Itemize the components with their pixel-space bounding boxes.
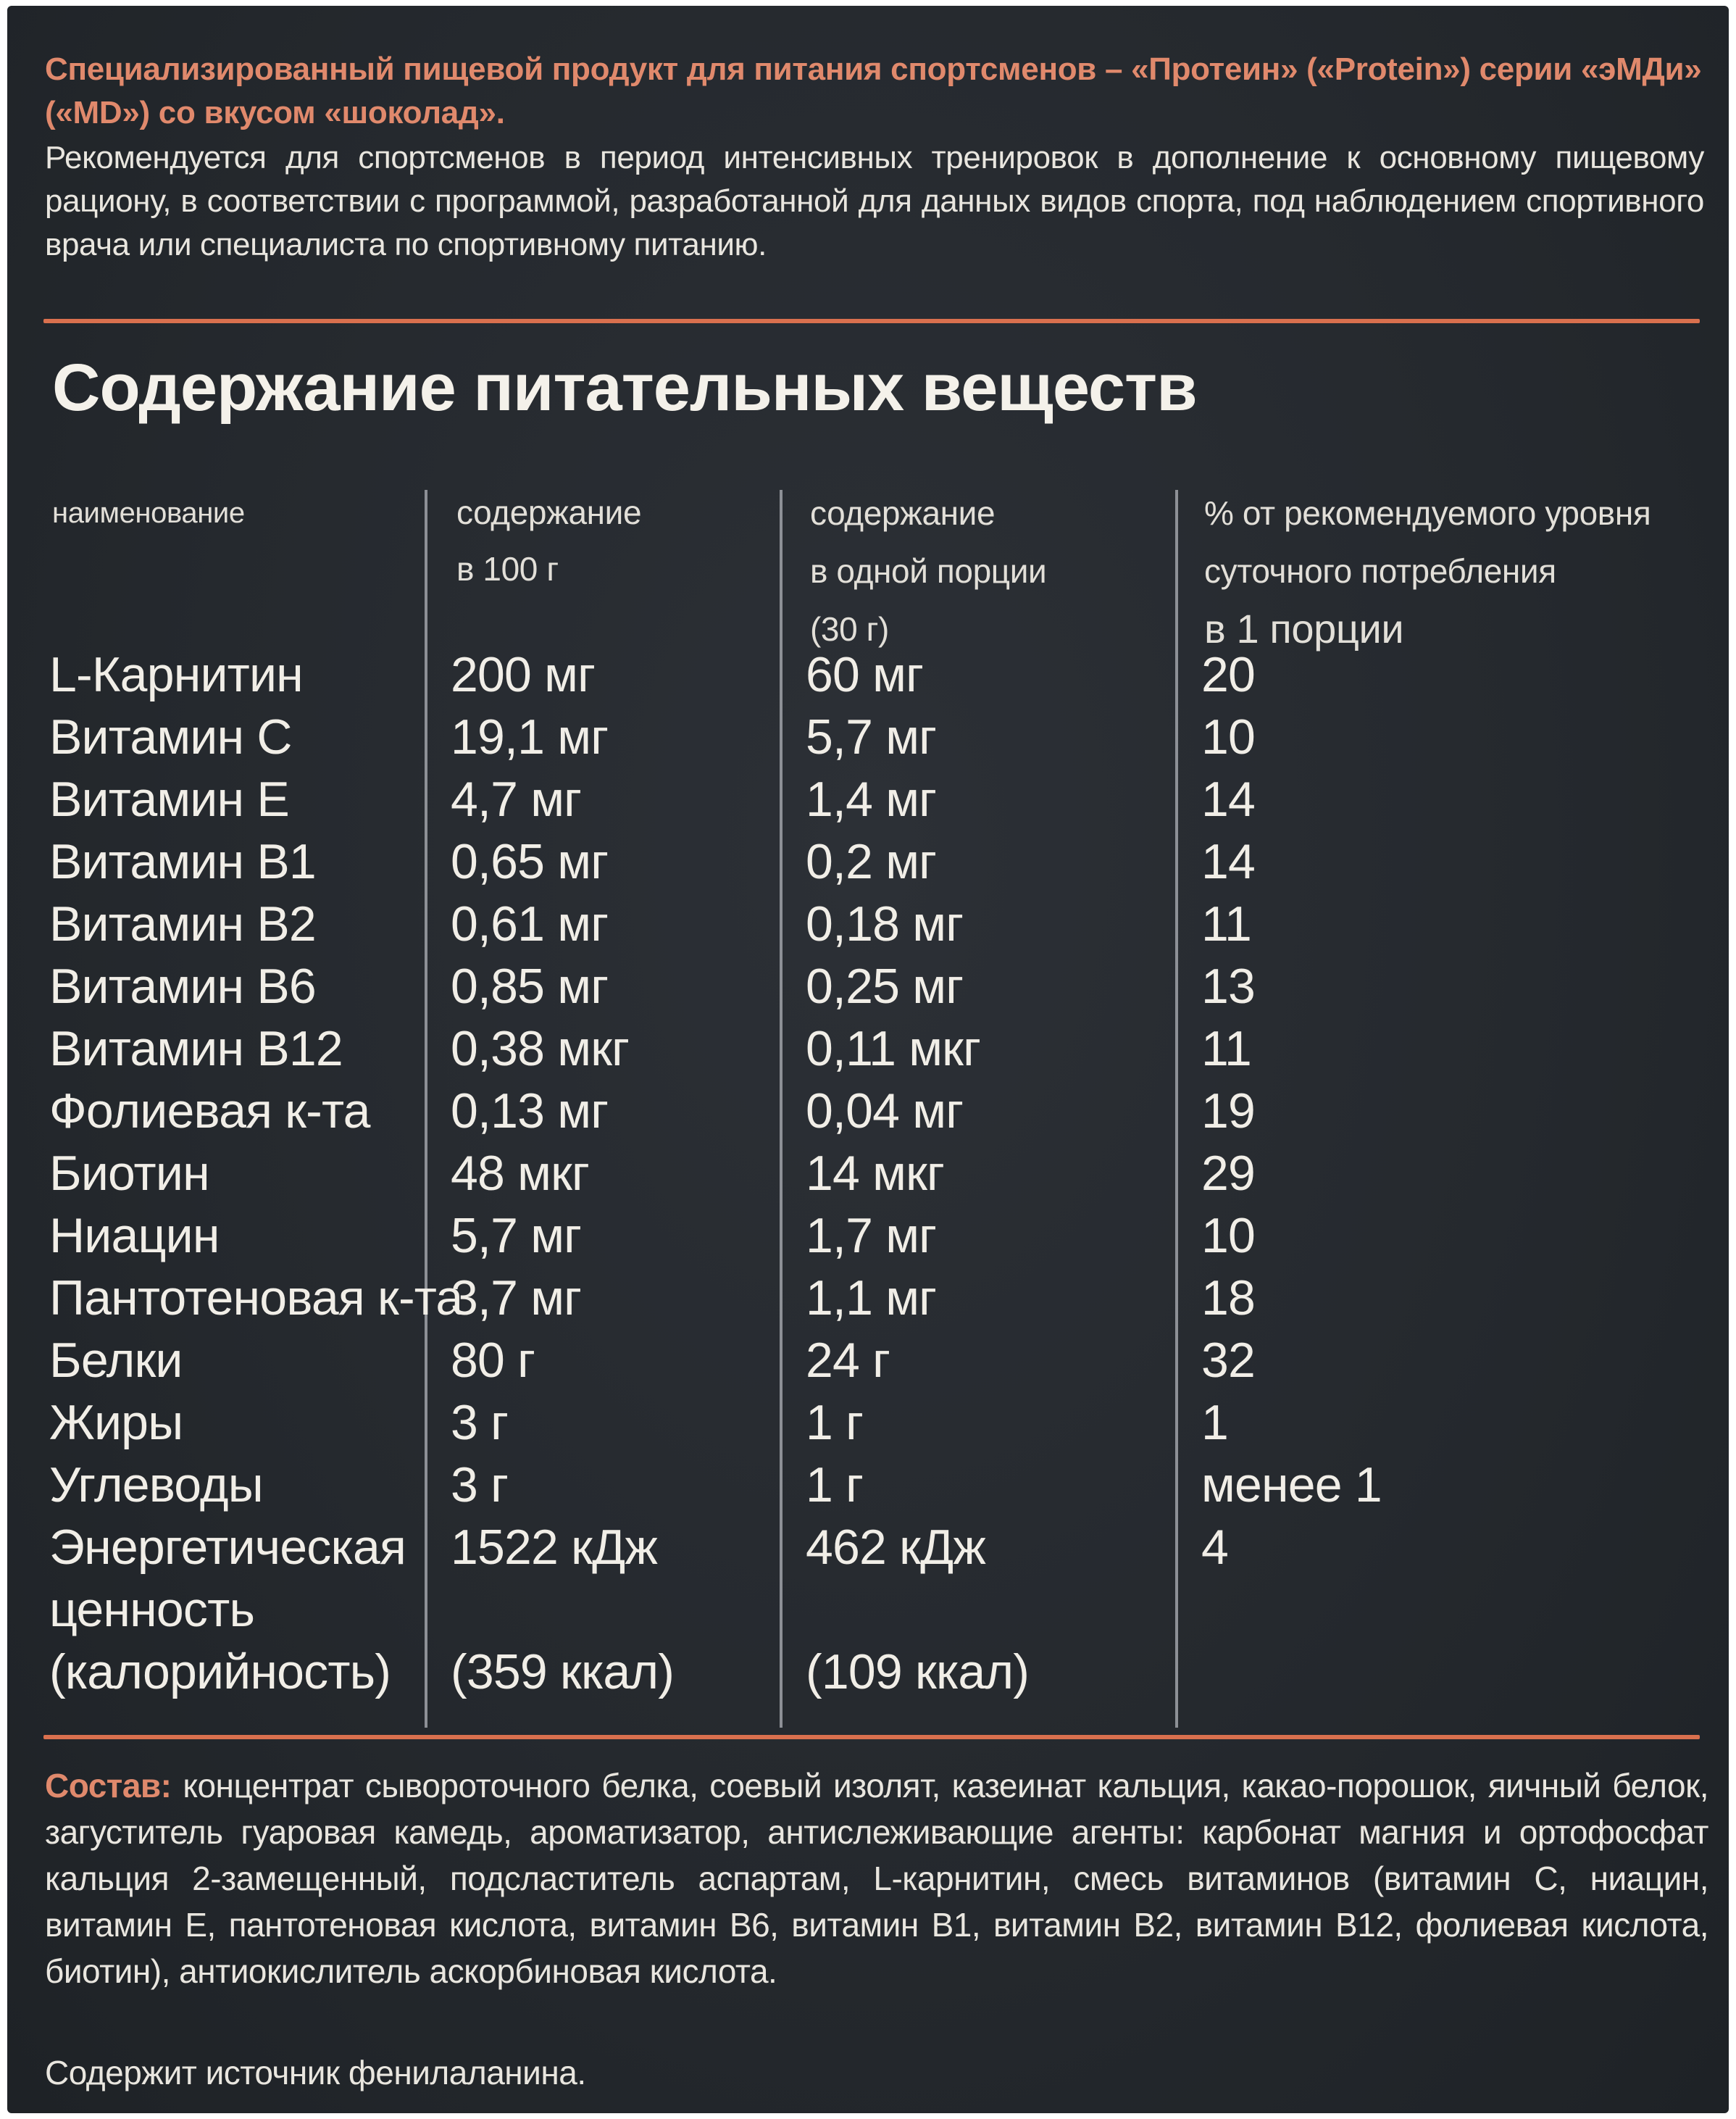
- table-row: [7, 1267, 1729, 1329]
- daily-value-percent: 14: [1201, 772, 1256, 827]
- table-row: [7, 1578, 1729, 1641]
- daily-value-percent: 1: [1201, 1395, 1229, 1450]
- value-per-serving: 5,7 мг: [806, 709, 937, 765]
- value-per-100g: 1522 кДж: [451, 1520, 658, 1575]
- daily-value-percent: 32: [1201, 1333, 1256, 1388]
- value-per-serving: 1,1 мг: [806, 1270, 937, 1325]
- nutrient-name: ценность: [49, 1582, 255, 1637]
- daily-value-percent: менее 1: [1201, 1457, 1382, 1512]
- value-per-serving: 1,7 мг: [806, 1208, 937, 1263]
- daily-value-percent: 11: [1201, 1021, 1251, 1076]
- phenylalanine-note: Содержит источник фенилаланина.: [45, 2054, 586, 2091]
- value-per-serving: 14 мкг: [806, 1146, 945, 1201]
- header-per-100g-line-1: содержание: [456, 494, 642, 531]
- value-per-100g: 4,7 мг: [451, 772, 582, 827]
- daily-value-percent: 19: [1201, 1083, 1256, 1138]
- header-percent-line-1: % от рекомендуемого уровня: [1204, 494, 1651, 532]
- daily-value-percent: 10: [1201, 709, 1256, 765]
- value-per-serving: 0,2 мг: [806, 834, 937, 889]
- value-per-serving: 0,18 мг: [806, 896, 964, 952]
- header-per-serving-line-3: (30 г): [810, 610, 889, 648]
- nutrient-name: Витамин Е: [49, 772, 289, 827]
- value-per-100g: 3 г: [451, 1395, 509, 1450]
- table-row: [7, 1516, 1729, 1578]
- table-row: [7, 644, 1729, 706]
- section-title: Содержание питательных веществ: [52, 351, 1197, 425]
- daily-value-percent: 29: [1201, 1146, 1256, 1201]
- nutrient-name: Пантотеновая к-та: [49, 1270, 463, 1325]
- table-row: [7, 1641, 1729, 1703]
- composition: [45, 1762, 1708, 1994]
- header-percent-line-2: суточного потребления: [1204, 552, 1556, 590]
- table-row: [7, 1391, 1729, 1454]
- table-row: [7, 706, 1729, 768]
- table-row: [7, 830, 1729, 893]
- header-per-100g-line-2: в 100 г: [456, 550, 559, 588]
- table-row: [7, 955, 1729, 1017]
- value-per-serving: 1 г: [806, 1457, 864, 1512]
- nutrition-label-panel: [7, 6, 1729, 2113]
- nutrient-name: Фолиевая к-та: [49, 1083, 370, 1138]
- header-per-serving-line-2: в одной порции: [810, 552, 1047, 590]
- daily-value-percent: 18: [1201, 1270, 1256, 1325]
- nutrient-name: Белки: [49, 1333, 183, 1388]
- nutrient-name: Жиры: [49, 1395, 183, 1450]
- header-per-serving: [810, 484, 1046, 658]
- nutrient-name: (калорийность): [49, 1644, 391, 1699]
- header-percent-line-3: в 1 порции: [1204, 606, 1404, 651]
- table-row: [7, 1204, 1729, 1267]
- table-row: [7, 1080, 1729, 1142]
- composition-text: концентрат сывороточного белка, соевый изолят, казеинат кальция, какао-порошок, яичный белок, загуститель гуаровая камедь, ароматизатор, антислеживающие агенты: карбонат магния и ортофосфат кальция 2-замещенный, подсластитель аспартам, L-карнитин, смесь витаминов (витамин С, ниацин, витамин Е, пантотеновая кислота, витамин В6, витамин В1, витамин В2, витамин В12, фолиевая кислота, биотин), антиокислитель аскорбиновая кислота.: [45, 1767, 1708, 1990]
- nutrient-name: Биотин: [49, 1146, 209, 1201]
- value-per-serving: 1,4 мг: [806, 772, 937, 827]
- nutrient-name: Витамин В1: [49, 834, 316, 889]
- value-per-100g: 3 г: [451, 1457, 509, 1512]
- daily-value-percent: 13: [1201, 959, 1256, 1014]
- table-row: [7, 1454, 1729, 1516]
- value-per-100g: 0,13 мг: [451, 1083, 609, 1138]
- nutrient-name: Углеводы: [49, 1457, 263, 1512]
- header-per-100g: [456, 484, 641, 597]
- value-per-serving: 462 кДж: [806, 1520, 986, 1575]
- value-per-serving: 0,04 мг: [806, 1083, 964, 1138]
- value-per-serving: 0,11 мкг: [806, 1021, 981, 1076]
- nutrient-name: Ниацин: [49, 1208, 220, 1263]
- value-per-100g: (359 ккал): [451, 1644, 675, 1699]
- value-per-100g: 200 мг: [451, 647, 596, 702]
- table-row: [7, 1329, 1729, 1391]
- value-per-serving: 24 г: [806, 1333, 890, 1388]
- table-row: [7, 1142, 1729, 1204]
- header-per-serving-line-1: содержание: [810, 494, 996, 532]
- value-per-serving: 1 г: [806, 1395, 864, 1450]
- value-per-100g: 19,1 мг: [451, 709, 609, 765]
- value-per-100g: 0,61 мг: [451, 896, 609, 952]
- nutrient-name: Витамин С: [49, 709, 292, 765]
- value-per-100g: 0,85 мг: [451, 959, 609, 1014]
- value-per-100g: 0,38 мкг: [451, 1021, 630, 1076]
- value-per-100g: 5,7 мг: [451, 1208, 582, 1263]
- nutrient-name: Витамин В2: [49, 896, 316, 952]
- table-row: [7, 1017, 1729, 1080]
- value-per-100g: 0,65 мг: [451, 834, 609, 889]
- header-percent: [1204, 484, 1651, 658]
- header-name-line: наименование: [52, 497, 245, 529]
- daily-value-percent: 10: [1201, 1208, 1256, 1263]
- table-row: [7, 893, 1729, 955]
- daily-value-percent: 14: [1201, 834, 1256, 889]
- usage-recommendation: Рекомендуется для спортсменов в период интенсивных тренировок в дополнение к основному пищевому рациону, в соответствии с программой, разработанной для данных видов спорта, под наблюдением спортивного врача или специалиста по спортивному питанию.: [45, 140, 1704, 262]
- nutrient-name: Витамин В6: [49, 959, 316, 1014]
- value-per-serving: 60 мг: [806, 647, 924, 702]
- table-row: [7, 768, 1729, 830]
- header-name: [52, 484, 245, 542]
- value-per-100g: 3,7 мг: [451, 1270, 582, 1325]
- nutrient-name: L-Карнитин: [49, 647, 303, 702]
- bottom-divider: [43, 1735, 1700, 1739]
- value-per-100g: 48 мкг: [451, 1146, 590, 1201]
- value-per-serving: (109 ккал): [806, 1644, 1030, 1699]
- nutrient-name: Энергетическая: [49, 1520, 406, 1575]
- nutrient-name: Витамин В12: [49, 1021, 343, 1076]
- top-divider: [43, 319, 1700, 323]
- product-description-heading: Специализированный пищевой продукт для питания спортсменов – «Протеин» («Protein») серии «эМДи» («MD») со вкусом «шоколад».: [45, 51, 1702, 130]
- composition-label: Состав:: [45, 1767, 172, 1804]
- product-intro: [45, 48, 1704, 267]
- daily-value-percent: 4: [1201, 1520, 1229, 1575]
- value-per-100g: 80 г: [451, 1333, 535, 1388]
- daily-value-percent: 11: [1201, 896, 1251, 952]
- value-per-serving: 0,25 мг: [806, 959, 964, 1014]
- daily-value-percent: 20: [1201, 647, 1256, 702]
